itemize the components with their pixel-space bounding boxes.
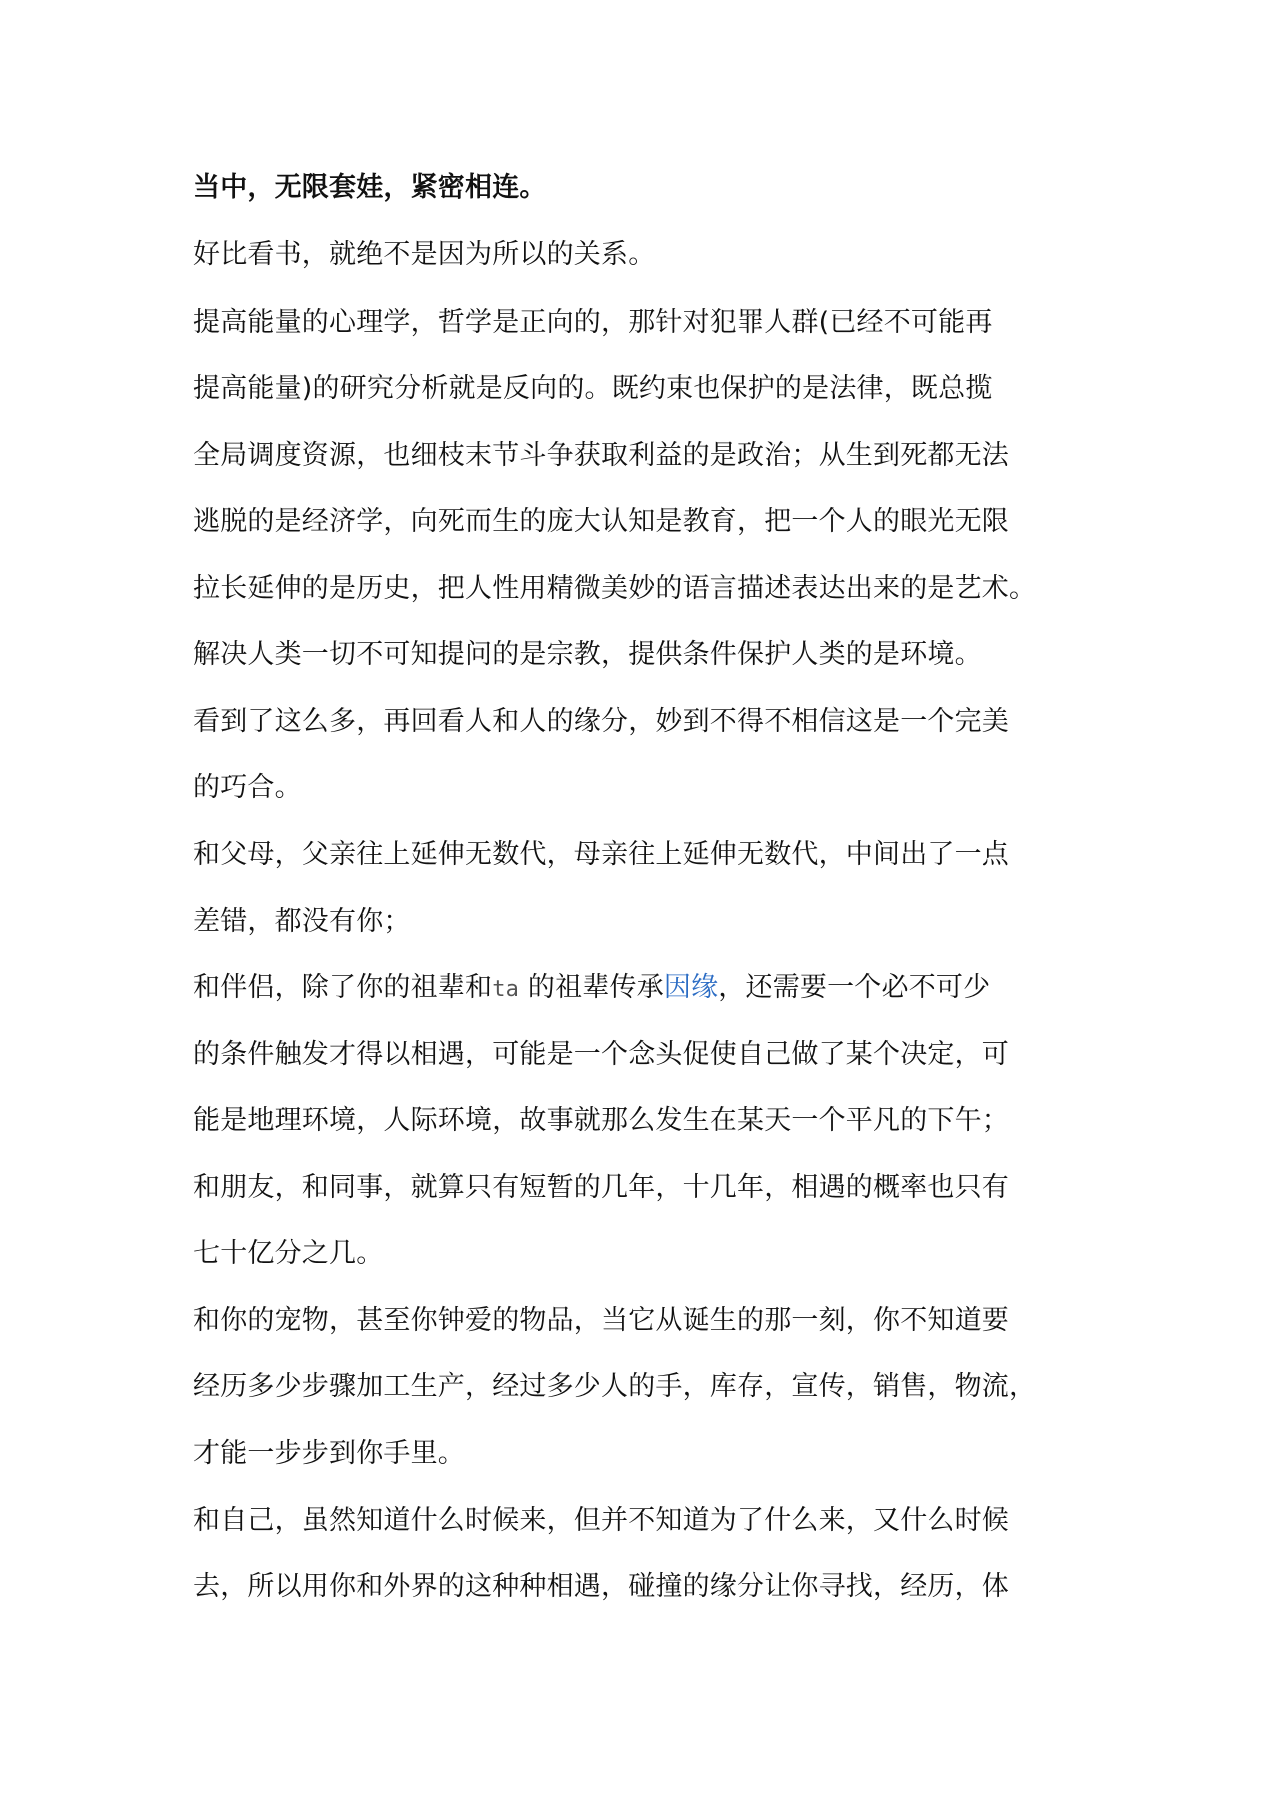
text-line: 逃脱的是经济学，向死而生的庞大认知是教育，把一个人的眼光无限 bbox=[193, 506, 1009, 537]
text-line: 全局调度资源，也细枝末节斗争获取利益的是政治；从生到死都无法 bbox=[193, 440, 1009, 471]
text-line: 七十亿分之几。 bbox=[193, 1238, 384, 1269]
text-line-with-link bbox=[193, 968, 990, 1008]
text-line: 好比看书，就绝不是因为所以的关系。 bbox=[193, 239, 656, 270]
text-line: 和你的宠物，甚至你钟爱的物品，当它从诞生的那一刻，你不知道要 bbox=[193, 1305, 1009, 1336]
text-span: 和伴侣，除了你的祖辈和 bbox=[193, 972, 493, 1003]
text-line: 和朋友，和同事，就算只有短暂的几年，十几年，相遇的概率也只有 bbox=[193, 1172, 1009, 1203]
text-line: 和父母，父亲往上延伸无数代，母亲往上延伸无数代，中间出了一点 bbox=[193, 839, 1009, 870]
text-span: 的祖辈传承 bbox=[519, 972, 664, 1003]
text-line: 解决人类一切不可知提问的是宗教，提供条件保护人类的是环境。 bbox=[193, 639, 982, 670]
text-line: 拉长延伸的是历史，把人性用精微美妙的语言描述表达出来的是艺术。 bbox=[193, 573, 1037, 604]
text-line: 提高能量)的研究分析就是反向的。既约束也保护的是法律，既总揽 bbox=[193, 373, 993, 404]
text-line: 的条件触发才得以相遇，可能是一个念头促使自己做了某个决定，可 bbox=[193, 1039, 1009, 1070]
text-line: 经历多少步骤加工生产，经过多少人的手，库存，宣传，销售，物流， bbox=[193, 1371, 1037, 1402]
text-line: 看到了这么多，再回看人和人的缘分，妙到不得不相信这是一个完美 bbox=[193, 706, 1009, 737]
text-line: 去，所以用你和外界的这种种相遇，碰撞的缘分让你寻找，经历，体 bbox=[193, 1571, 1009, 1602]
text-line: 才能一步步到你手里。 bbox=[193, 1438, 465, 1469]
text-line: 能是地理环境，人际环境，故事就那么发生在某天一个平凡的下午； bbox=[193, 1105, 1009, 1136]
text-line: 的巧合。 bbox=[193, 772, 302, 803]
text-span: ，还需要一个必不可少 bbox=[718, 972, 991, 1003]
text-line: 和自己，虽然知道什么时候来，但并不知道为了什么来，又什么时候 bbox=[193, 1505, 1009, 1536]
latin-text: ta bbox=[492, 977, 520, 1002]
text-line-bold-heading: 当中，无限套娃，紧密相连。 bbox=[193, 172, 547, 203]
yinyuan-link[interactable]: 因缘 bbox=[663, 972, 719, 1003]
text-line: 差错，都没有你； bbox=[193, 906, 411, 937]
text-line: 提高能量的心理学，哲学是正向的，那针对犯罪人群(已经不可能再 bbox=[193, 307, 993, 338]
